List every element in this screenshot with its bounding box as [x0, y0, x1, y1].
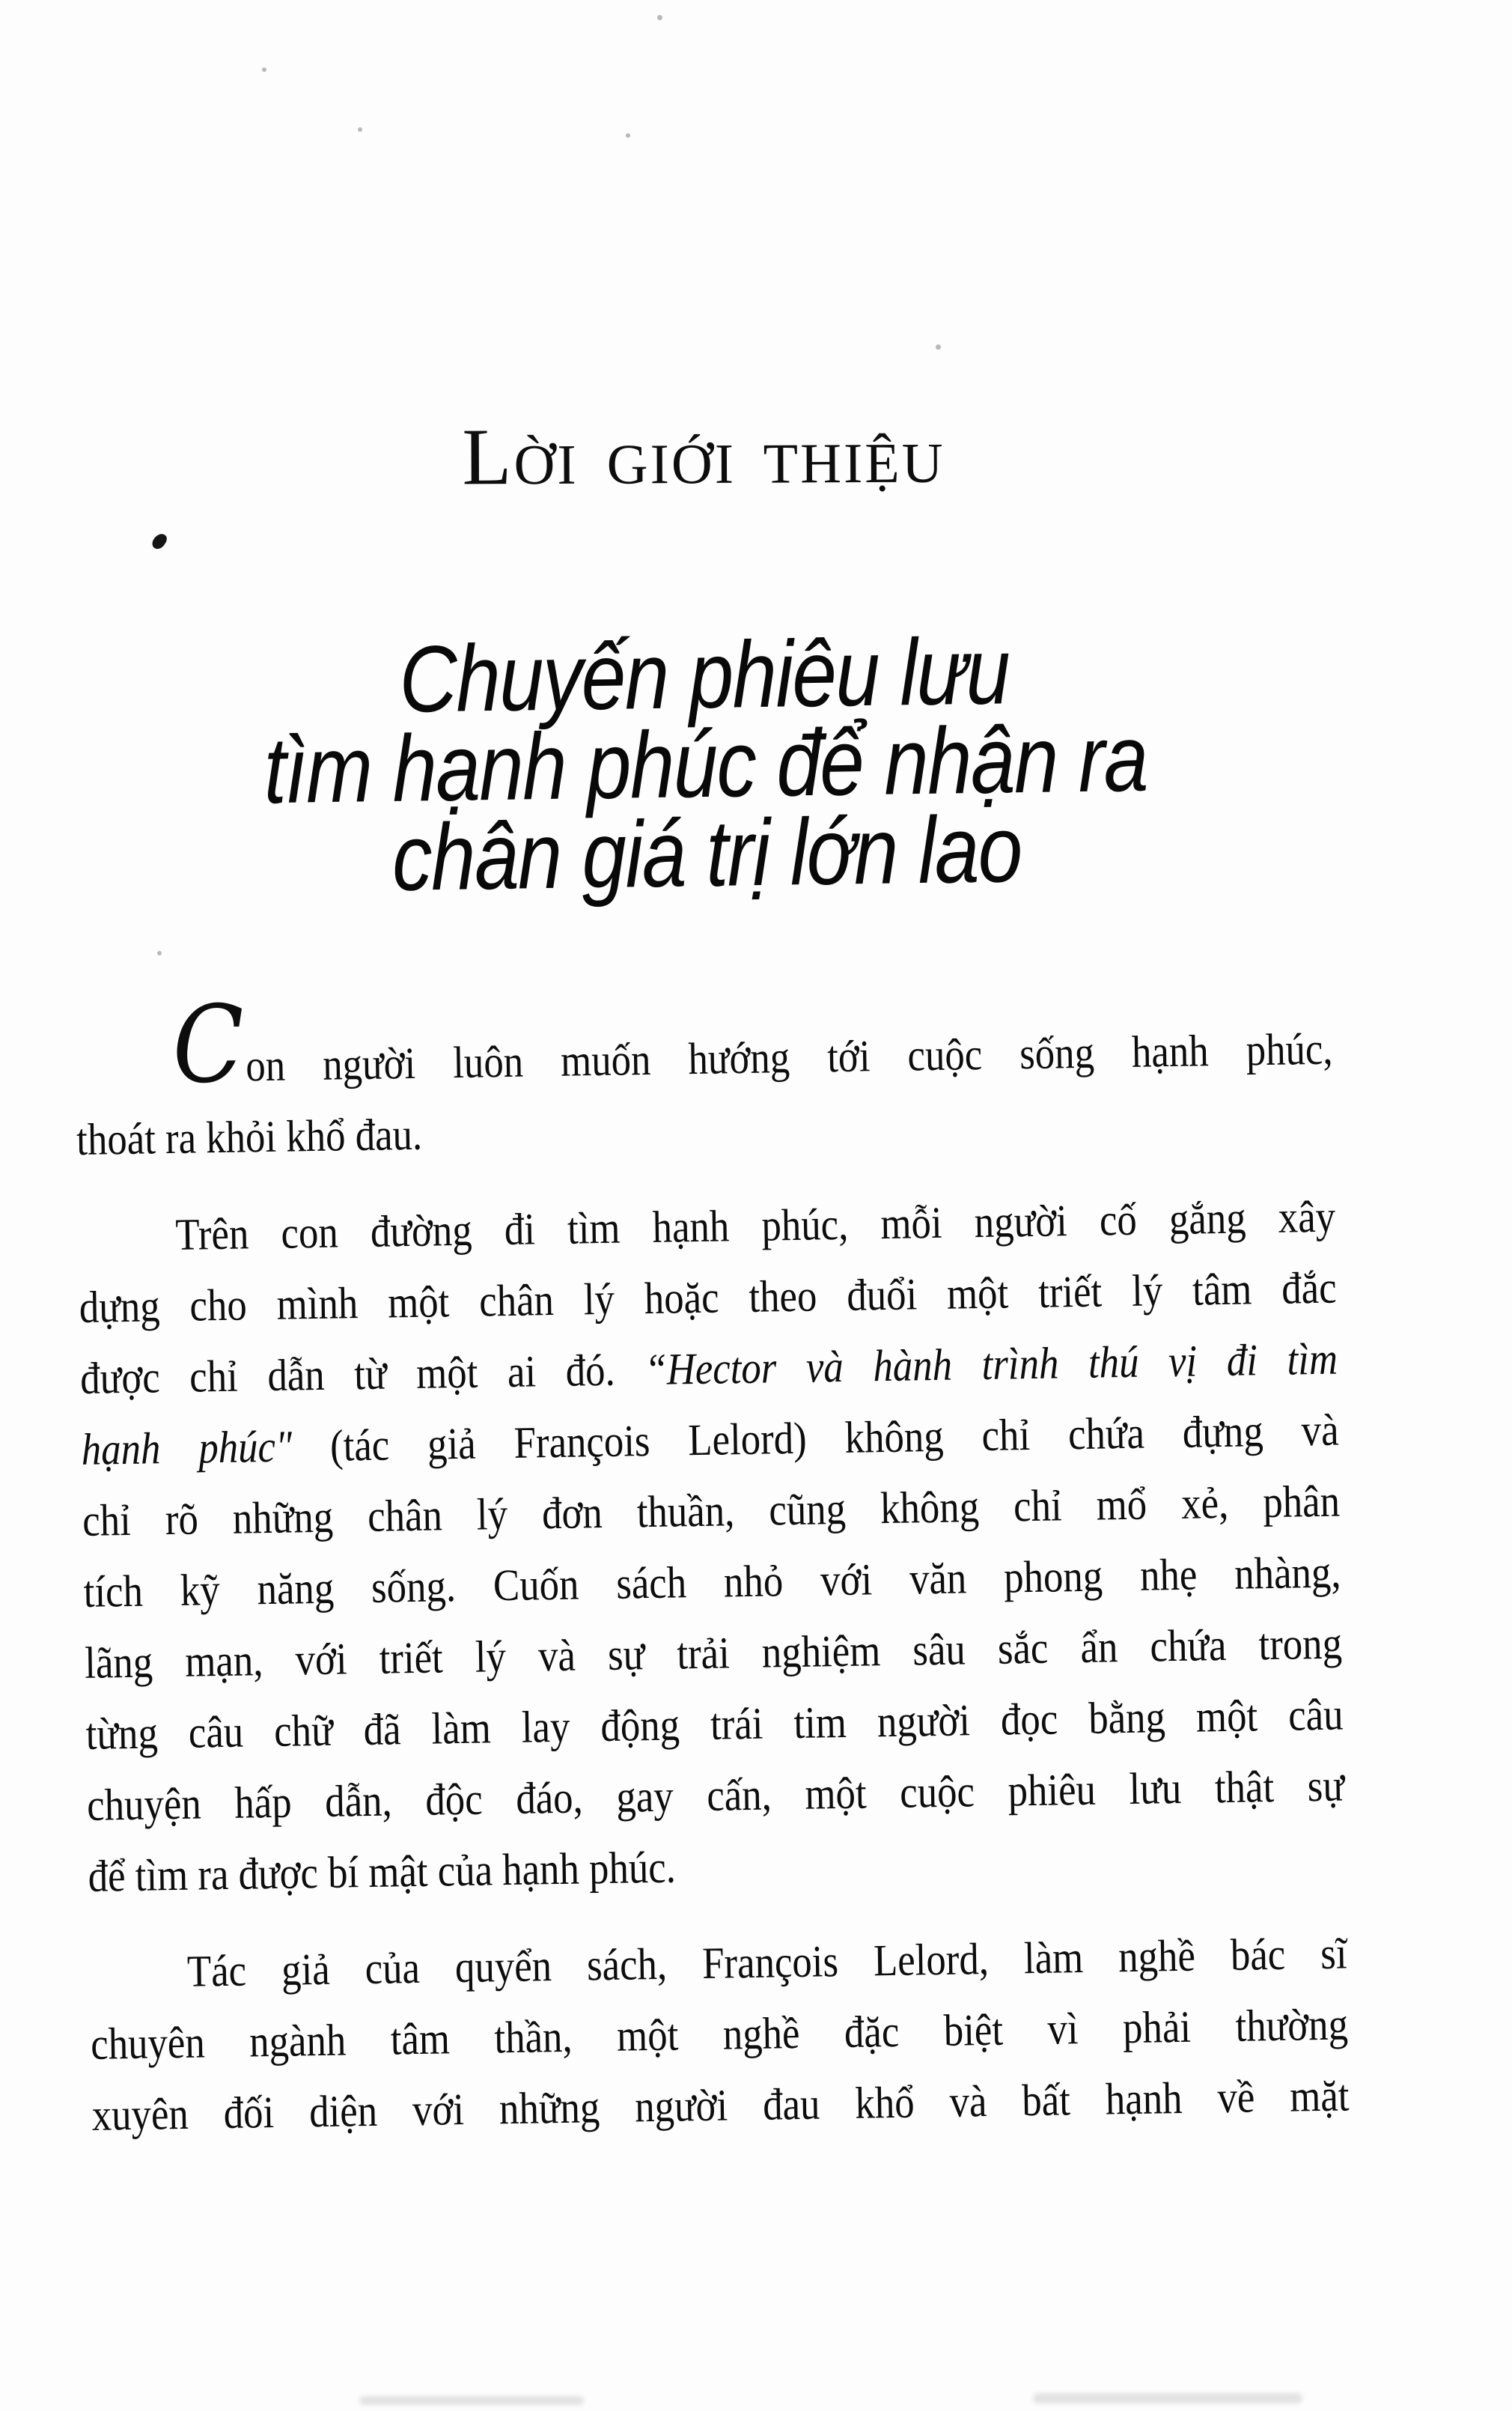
scan-smudge	[1033, 2393, 1302, 2404]
chapter-title-line: Chuyến phiêu lưu	[398, 618, 1010, 732]
scan-smudge	[359, 2396, 584, 2405]
text-segment: chuyện hấp dẫn, độc đáo, gay cấn, một cuộc phiêu lưu thật sự	[86, 1760, 1345, 1830]
chapter-title-line: tìm hạnh phúc để nhận ra	[263, 705, 1148, 824]
text-segment: (tác giả François Lelord) không chỉ chứa đựng và	[329, 1405, 1339, 1471]
paragraph	[75, 982, 1335, 1176]
scan-speck	[626, 133, 630, 138]
chapter-title	[169, 618, 1242, 910]
scan-speck	[358, 127, 362, 132]
scan-blot	[150, 531, 168, 551]
paragraph	[78, 1182, 1347, 1912]
scan-speck	[936, 344, 941, 350]
text-segment: được chỉ dẫn từ một ai đó.	[79, 1345, 645, 1403]
text-segment: chỉ rõ những chân lý đơn thuần, cũng không chỉ mổ xẻ, phân	[82, 1476, 1341, 1545]
text-segment: “Hector và hành trình thú vị đi tìm	[644, 1334, 1338, 1395]
text-segment: on người luôn muốn hướng tới cuộc sống hạnh phúc,	[245, 1024, 1333, 1091]
text-segment: để tìm ra được bí mật của hạnh phúc.	[88, 1842, 677, 1901]
text-segment: dựng cho mình một chân lý hoặc theo đuổi một triết lý tâm đắc	[79, 1262, 1337, 1332]
text-segment: Trên con đường đi tìm hạnh phúc, mỗi người cố gắng xây	[174, 1191, 1336, 1259]
text-segment: thoát ra khỏi khổ đau.	[76, 1109, 423, 1164]
text-segment: lãng mạn, với triết lý và sự trải nghiệm sâu sắc ẩn chứa trong	[84, 1618, 1343, 1688]
text-segment: xuyên đối diện với những người đau khổ và bất hạnh về mặt	[91, 2070, 1350, 2140]
paragraph	[89, 1918, 1350, 2150]
text-segment: tích kỹ năng sống. Cuốn sách nhỏ với văn phong nhẹ nhàng,	[83, 1547, 1341, 1617]
drop-cap: C	[171, 982, 247, 1107]
scan-speck	[157, 951, 162, 955]
section-kicker: LỜI GIỚI THIỆU	[462, 413, 945, 502]
body-text	[75, 982, 1350, 2177]
text-segment: chuyên ngành tâm thần, một nghề đặc biệt vì phải thường	[90, 1999, 1349, 2069]
text-segment: Tác giả của quyển sách, François Lelord, làm nghề bác sĩ	[186, 1928, 1347, 1996]
scan-speck	[657, 15, 662, 20]
text-segment: từng câu chữ đã làm lay động trái tim người đọc bằng một câu	[85, 1689, 1344, 1759]
text-segment: hạnh phúc"	[81, 1420, 331, 1474]
chapter-title-line: chân giá trị lớn lao	[391, 796, 1022, 910]
scan-speck	[262, 67, 266, 72]
